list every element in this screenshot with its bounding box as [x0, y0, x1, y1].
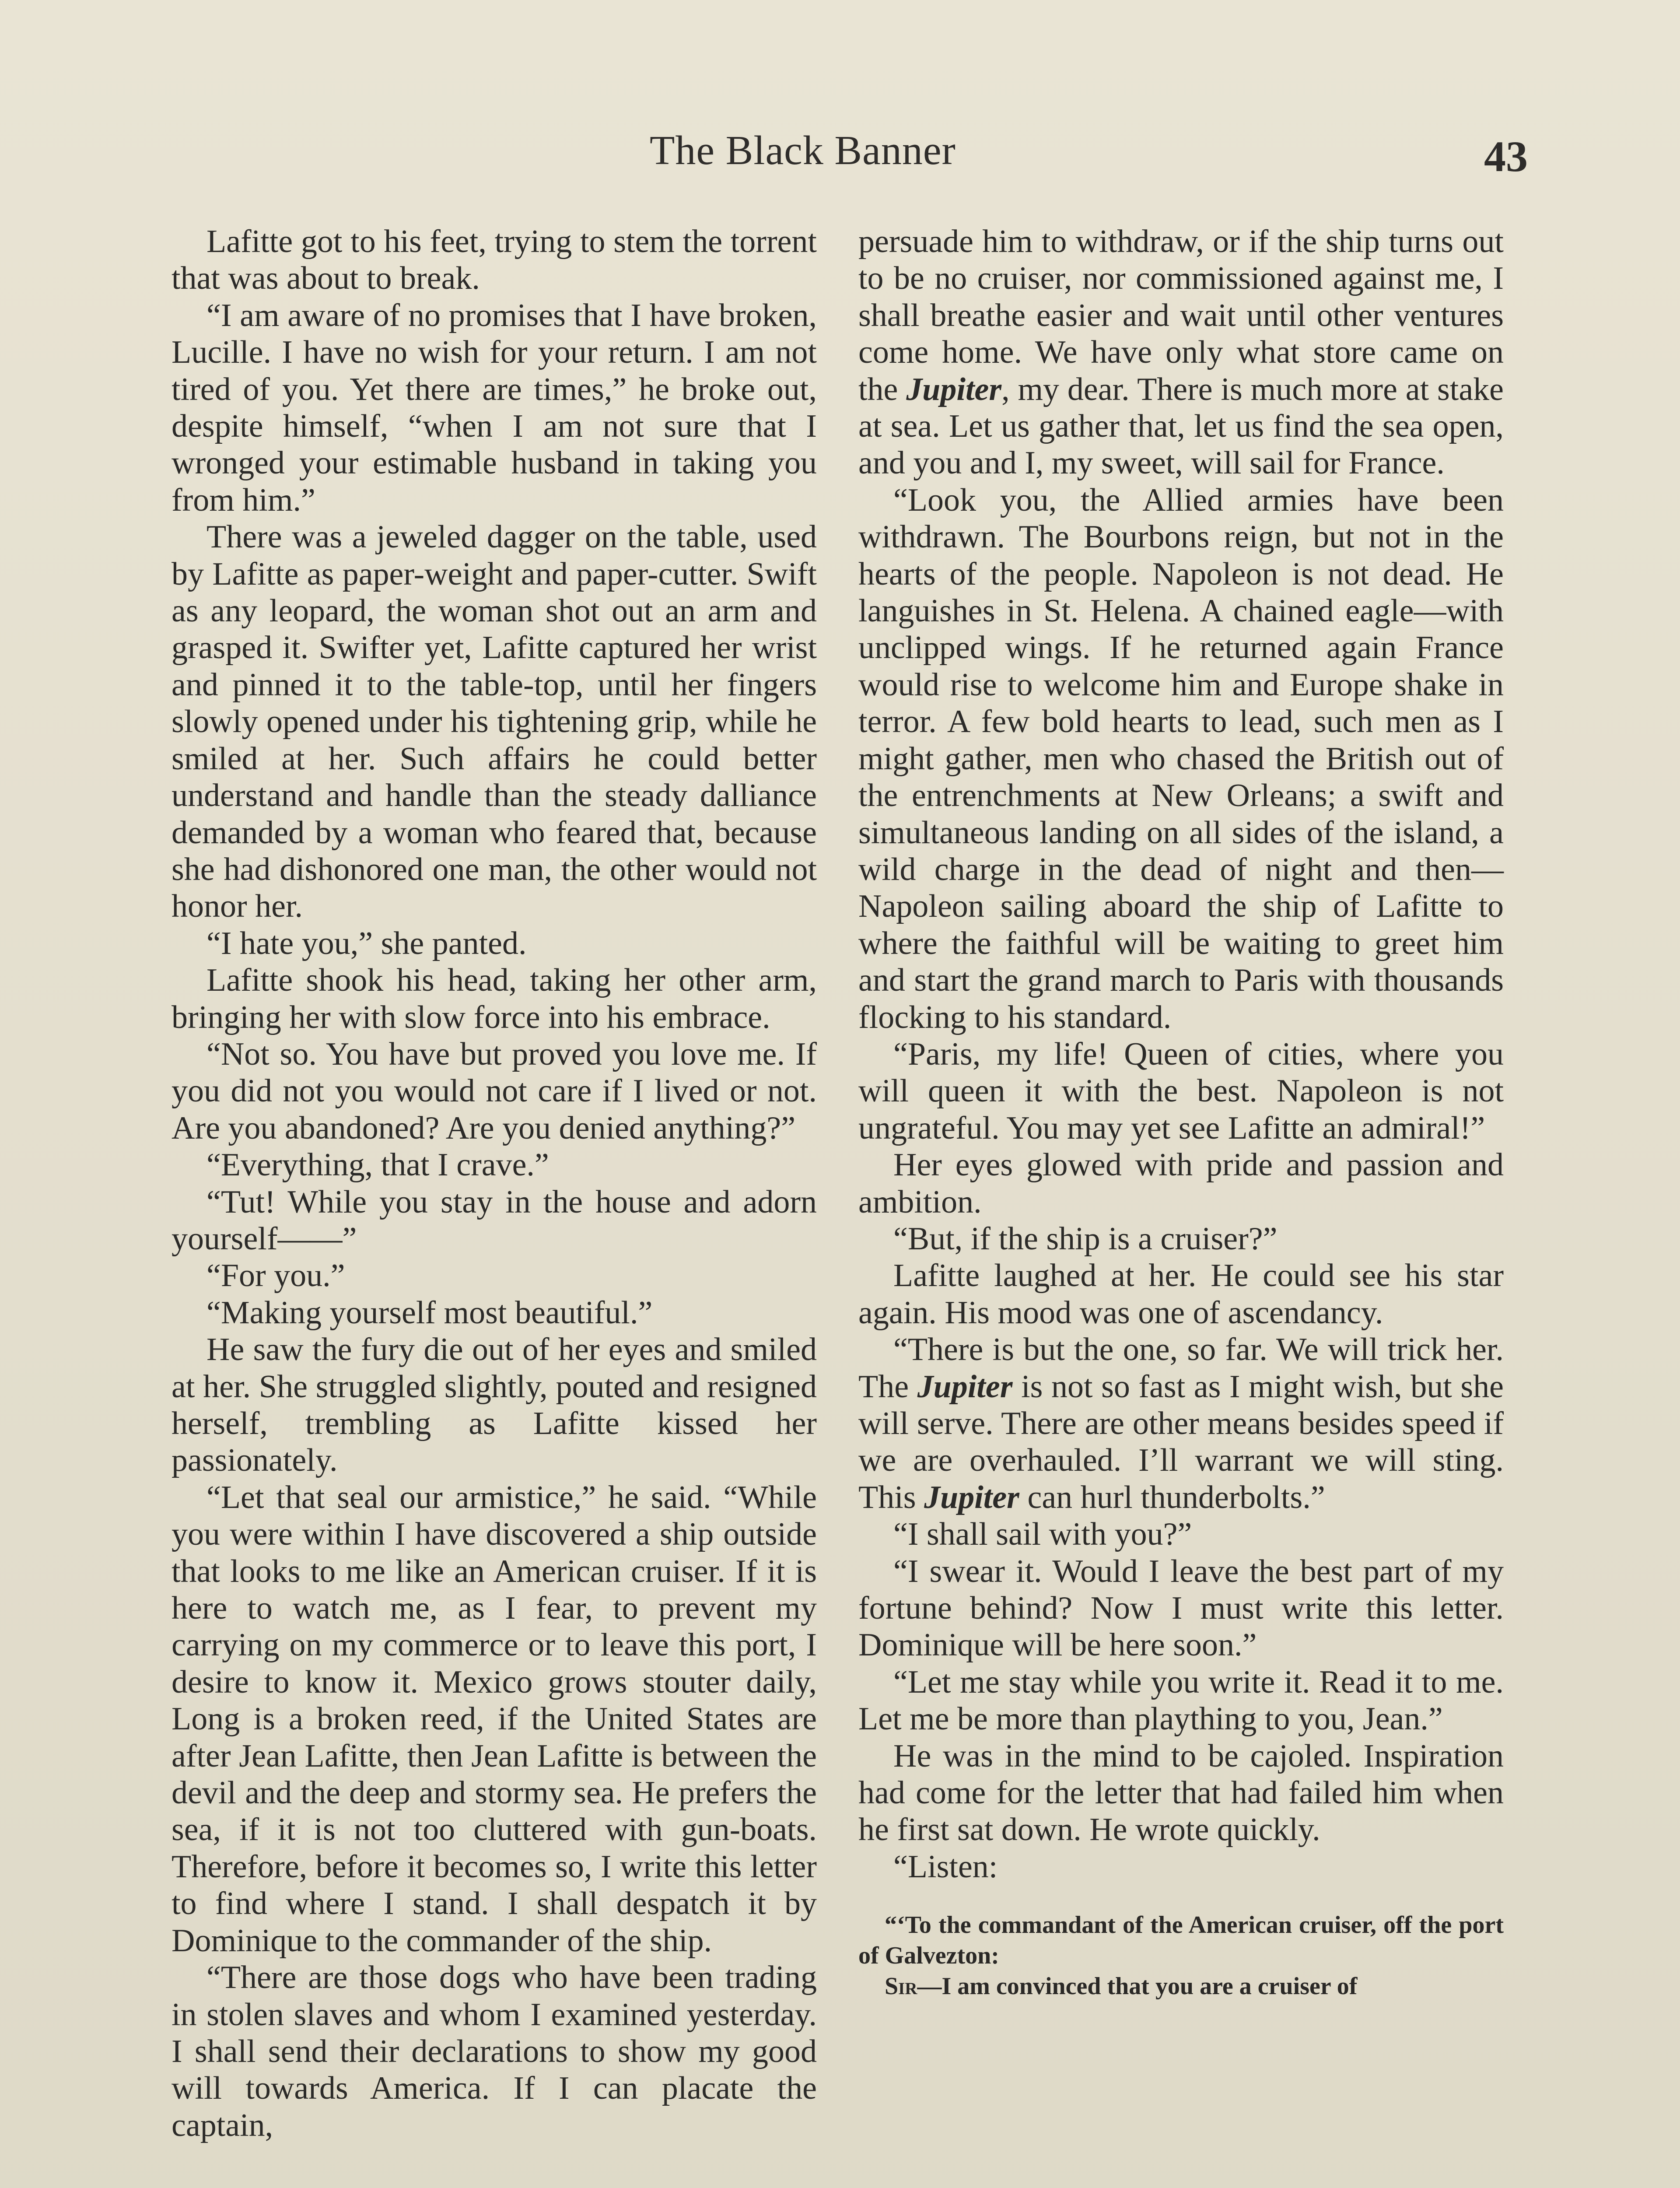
letter-body: —I am convinced that you are a cruiser of: [917, 1973, 1358, 2000]
paragraph: He was in the mind to be cajoled. Inspiration had come for the letter that had failed him when he first sat down. He wrote quickly.: [858, 1738, 1504, 1848]
paragraph-text: “There is but the one, so far. We will trick her. The: [858, 1332, 1504, 1405]
letter-opening: [858, 1971, 1504, 2002]
paragraph: Lafitte laughed at her. He could see his star again. His mood was one of ascendancy.: [858, 1258, 1504, 1331]
paragraph: [858, 223, 1504, 482]
paragraph: “Let that seal our armistice,” he said. “While you were within I have discovered a ship outside that looks to me like an American cruiser. If it is here to watch me, as I fear, to prevent my carrying on my commerce or to leave this port, I desire to know it. Mexico grows stouter daily, Long is a broken reed, if the United States are after Jean Lafitte, then Jean Lafitte is between the devil and the deep and stormy sea. He prefers the sea, if it is not too cluttered with gun-boats. Therefore, before it becomes so, I write this letter to find where I stand. I shall despatch it by Dominique to the commander of the ship.: [172, 1479, 817, 1959]
ship-name: Jupiter: [906, 371, 1002, 407]
paragraph: “Paris, my life! Queen of cities, where you will queen it with the best. Napoleon is not ungrateful. You may yet see Lafitte an admiral!”: [858, 1036, 1504, 1146]
page-number: 43: [1484, 132, 1528, 181]
paragraph: Lafitte got to his feet, trying to stem the torrent that was about to break.: [172, 224, 817, 297]
paragraph: “Making yourself most beautiful.”: [206, 1294, 653, 1331]
running-head-title: The Black Banner: [650, 128, 956, 173]
paragraph: “Let me stay while you write it. Read it to me. Let me be more than plaything to you, Jean.”: [858, 1664, 1504, 1737]
ship-name: Jupiter: [917, 1368, 1013, 1405]
paragraph: “Tut! While you stay in the house and adorn yourself——”: [172, 1184, 817, 1257]
letter-salutation: Sir: [885, 1973, 917, 2000]
paragraph-text: persuade him to withdraw, or if the ship turns out to be no cruiser, nor commissioned against me, I shall breathe easier and wait until other ventures come home. We have only what store came on the: [858, 224, 1504, 407]
paragraph: “I am aware of no promises that I have broken, Lucille. I have no wish for your return. I am not tired of you. Yet there are times,” he broke out, despite himself, “when I am not sure that I wronged your estimable husband in taking you from him.”: [172, 297, 817, 518]
paragraph: “There are those dogs who have been trading in stolen slaves and whom I examined yesterday. I shall send their declarations to show my good will towards America. If I can placate the captain,: [172, 1960, 817, 2143]
paragraph: Lafitte shook his head, taking her other arm, bringing her with slow force into his embrace.: [172, 962, 817, 1035]
paragraph: “Listen:: [893, 1848, 998, 1885]
paragraph: He saw the fury die out of her eyes and smiled at her. She struggled slightly, pouted and resigned herself, trembling as Lafitte kissed her passionately.: [172, 1332, 817, 1479]
paragraph: There was a jeweled dagger on the table, used by Lafitte as paper-weight and paper-cutter. Swift as any leopard, the woman shot out an arm and grasped it. Swifter yet, Lafitte captured her wrist and pinned it to the table-top, until her fingers slowly opened under his tightening grip, while he smiled at her. Such affairs he could better understand and handle than the steady dalliance demanded by a woman who feared that, because she had dishonored one man, the other would not honor her.: [172, 519, 817, 925]
letter-address: “‘To the commandant of the American cruiser, off the port of Galvezton:: [858, 1911, 1504, 1970]
paragraph-text: is not so fast as I might wish, but she will serve. There are other means besides speed if we are overhauled. I’ll warrant we will sting. This: [858, 1368, 1504, 1515]
paragraph-text: , my dear. There is much more at stake at sea. Let us gather that, let us find the sea open, and you and I, my sweet, will sail for France.: [858, 371, 1504, 481]
paragraph: “I shall sail with you?”: [893, 1516, 1192, 1553]
paragraph: “I hate you,” she panted.: [206, 925, 527, 961]
paragraph: “Look you, the Allied armies have been withdrawn. The Bourbons reign, but not in the hearts of the people. Napoleon is not dead. He languishes in St. Helena. A chained eagle—with unclipped wings. If he returned again France would rise to welcome him and Europe shake in terror. A few bold hearts to lead, such men as I might gather, men who chased the British out of the entrenchments at New Orleans; a swift and simultaneous landing on all sides of the island, a wild charge in the dead of night and then—Napoleon sailing aboard the ship of Lafitte to where the faithful will be waiting to greet him and start the grand march to Paris with thousands flocking to his standard.: [858, 482, 1504, 1035]
paragraph-text: can hurl thunderbolts.”: [1027, 1479, 1325, 1515]
paragraph: “For you.”: [206, 1258, 345, 1294]
paragraph: [858, 1331, 1504, 1516]
paragraph: Her eyes glowed with pride and passion and ambition.: [858, 1147, 1504, 1220]
paragraph: “Everything, that I crave.”: [206, 1147, 549, 1183]
quoted-letter: [858, 1910, 1504, 2002]
paragraph: “I swear it. Would I leave the best part of my fortune behind? Now I must write this letter. Dominique will be here soon.”: [858, 1553, 1504, 1663]
left-text-column: [172, 223, 817, 2144]
paragraph: “Not so. You have but proved you love me. If you did not you would not care if I lived or not. Are you abandoned? Are you denied anything?”: [172, 1036, 817, 1146]
right-text-column: [858, 223, 1504, 2002]
paragraph: “But, if the ship is a cruiser?”: [893, 1220, 1278, 1257]
ship-name: Jupiter: [924, 1479, 1019, 1515]
